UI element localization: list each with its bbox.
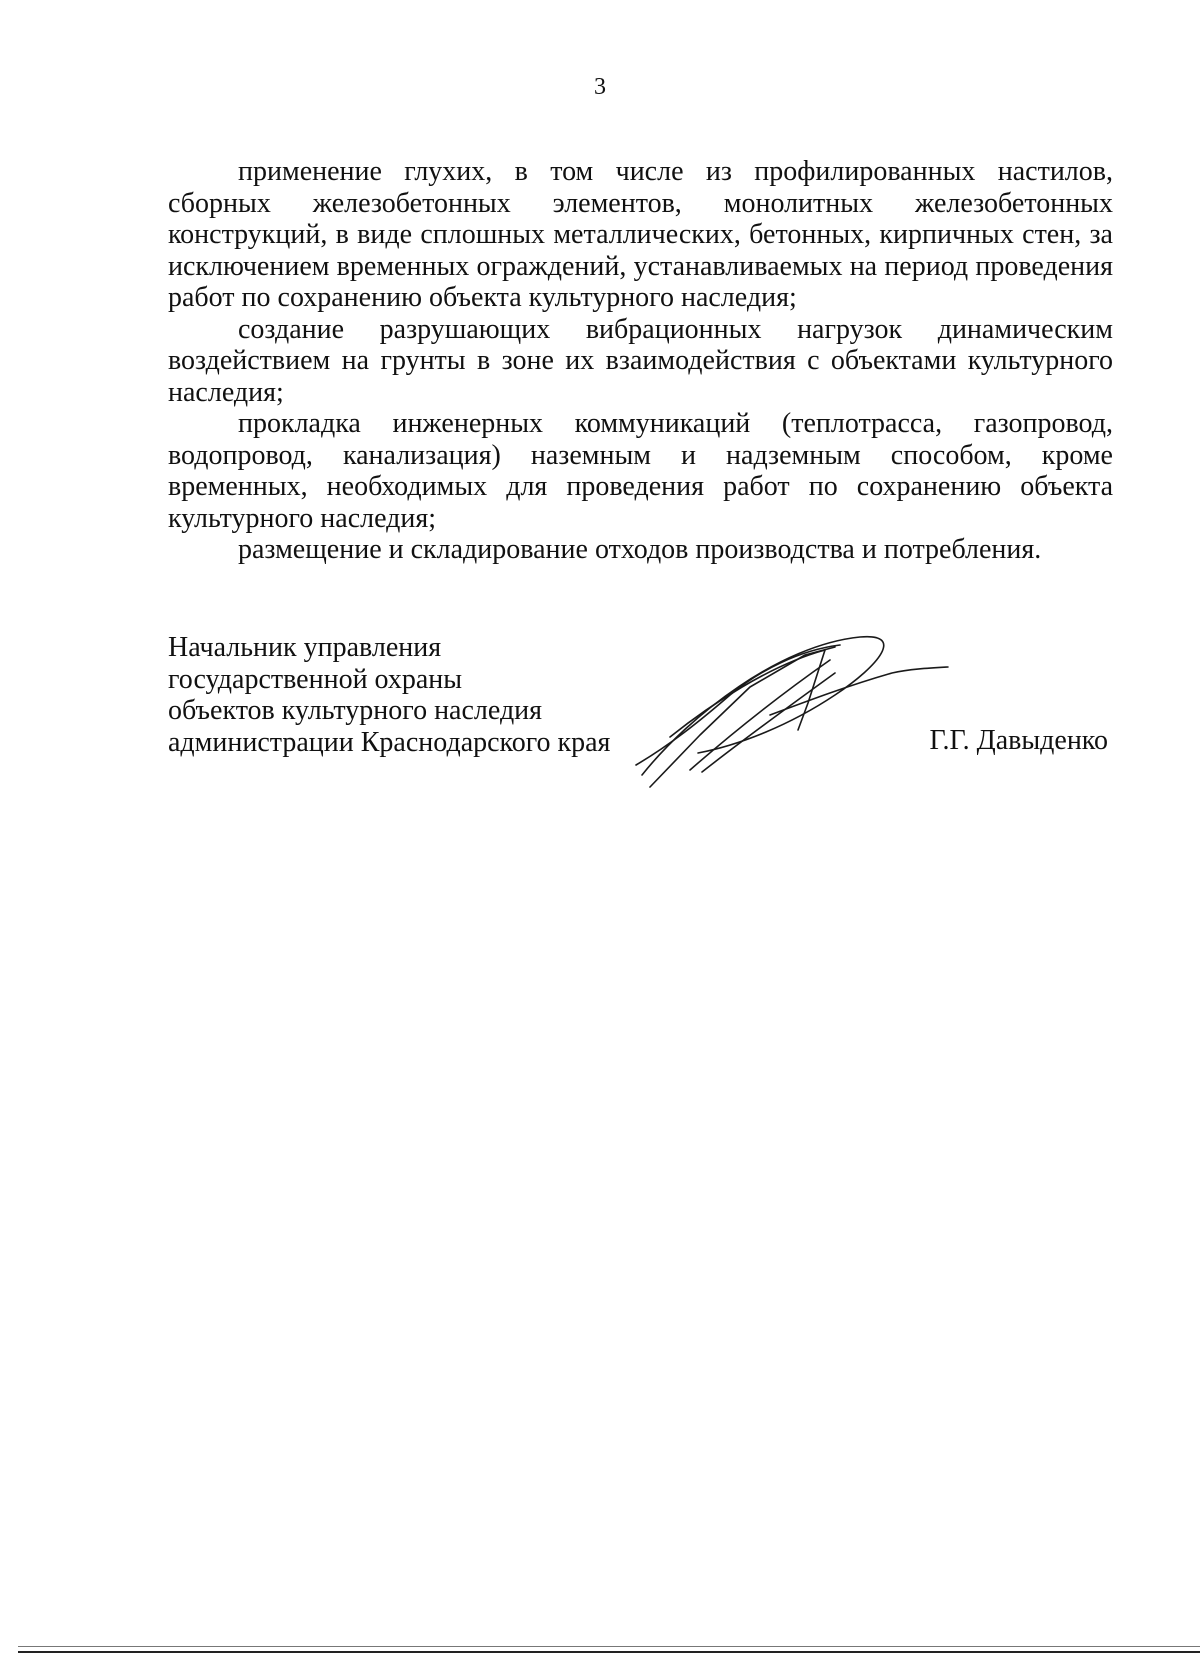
signatory-position-line: администрации Краснодарского края xyxy=(168,726,611,758)
page-number: 3 xyxy=(594,74,606,100)
signatory-position-line: государственной охраны xyxy=(168,663,463,695)
handwritten-signature xyxy=(630,625,950,790)
paragraph-restriction-utility-lines: прокладка инженерных коммуникаций (теплотрасса, газопровод, водопровод, канализация) наземным и надземным способом, кроме временных, необходимых для проведения работ по сохранению объекта культурного наследия; xyxy=(168,408,1113,534)
signatory-position-line: Начальник управления xyxy=(168,632,442,663)
signatory-position xyxy=(168,632,610,758)
signatory-name: Г.Г. Давыденко xyxy=(929,725,1108,756)
paragraph-restriction-vibration-loads: создание разрушающих вибрационных нагрузок динамическим воздействием на грунты в зоне их взаимодействия с объектами культурного наследия; xyxy=(168,313,1113,408)
signatory-position-line: объектов культурного наследия xyxy=(168,695,543,726)
paragraph-restriction-waste-storage: размещение и складирование отходов производства и потребления. xyxy=(238,534,1042,565)
footer-rule xyxy=(18,1651,1200,1653)
document-body xyxy=(168,156,1113,566)
footer-rule-thin xyxy=(18,1646,1200,1647)
paragraph-restriction-blind-fences: применение глухих, в том числе из профилированных настилов, сборных железобетонных элементов, монолитных железобетонных конструкций, в виде сплошных металлических, бетонных, кирпичных стен, за исключением временных ограждений, устанавливаемых на период проведения работ по сохранению объекта культурного наследия; xyxy=(168,156,1113,313)
